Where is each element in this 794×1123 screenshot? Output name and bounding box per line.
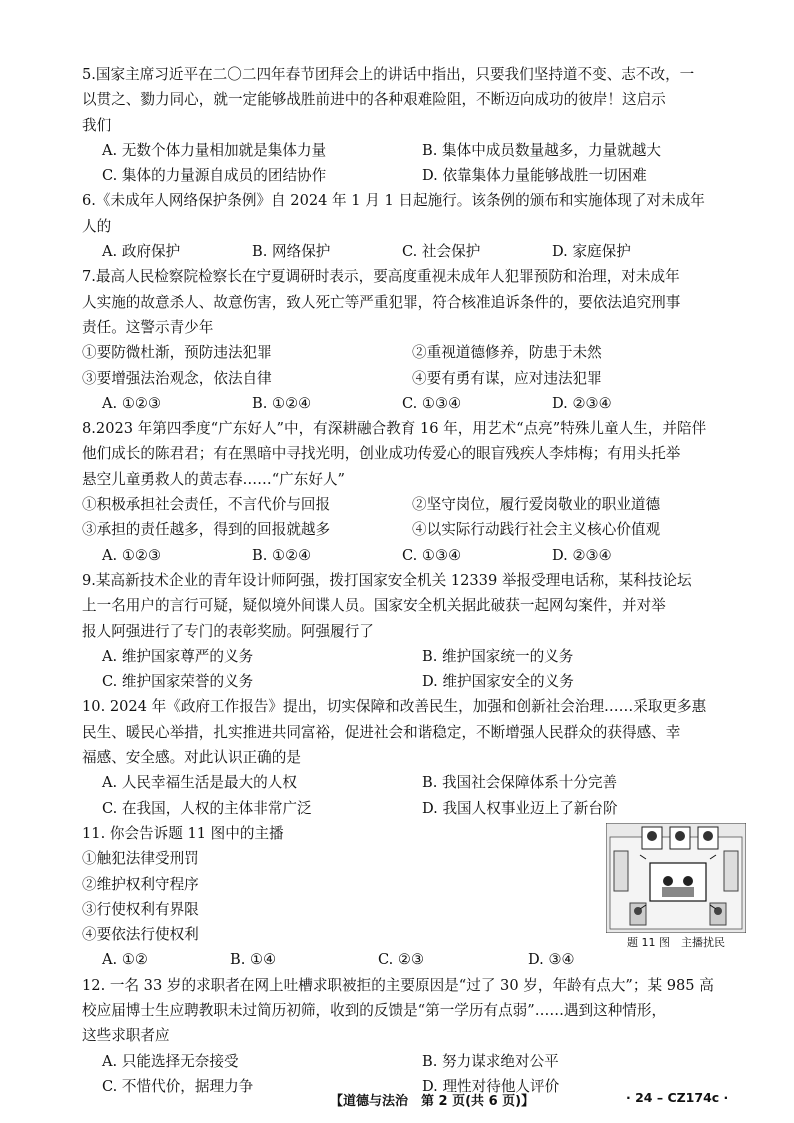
question-11 [82, 821, 742, 973]
option-c: C. 社会保护 [402, 243, 481, 261]
figure-caption: 题 11 图 主播扰民 [627, 935, 725, 949]
option-a: A. ①②③ [102, 394, 162, 412]
question-stem-line: 5.国家主席习近平在二〇二四年春节团拜会上的讲话中指出，只要我们坚持道不变、志不改，一 [82, 66, 695, 83]
option-a: A. 政府保护 [102, 243, 181, 261]
statements [82, 340, 742, 391]
options [82, 644, 742, 695]
statement-1: ①触犯法律受刑罚 [82, 850, 199, 868]
options [82, 947, 742, 972]
option-d: D. 维护国家安全的义务 [422, 673, 574, 691]
options [82, 543, 742, 568]
option-d: D. ③④ [528, 951, 575, 969]
question-stem-line: 他们成长的陈君君；有在黑暗中寻找光明，创业成功传爱心的眼盲残疾人李炜梅；有用头托举 [82, 445, 681, 463]
question-stem-line: 10. 2024 年《政府工作报告》提出，切实保障和改善民生，加强和创新社会治理……采取更多惠 [82, 698, 707, 716]
option-d: D. 家庭保护 [552, 243, 631, 261]
option-d: D. ②③④ [552, 394, 612, 412]
option-d: D. 我国人权事业迈上了新台阶 [422, 799, 618, 817]
statement-1: ①要防微杜渐，预防违法犯罪 [82, 344, 272, 362]
question-stem-line: 12. 一名 33 岁的求职者在网上吐槽求职被拒的主要原因是“过了 30 岁，年龄有点大”；某 985 高 [82, 976, 714, 994]
option-a: A. 无数个体力量相加就是集体力量 [102, 141, 327, 159]
question-6 [82, 188, 742, 264]
statement-3: ③要增强法治观念，依法自律 [82, 369, 272, 387]
question-stem-line: 责任。这警示青少年 [82, 318, 214, 336]
question-stem-line: 11. 你会告诉题 11 图中的主播 [82, 824, 284, 842]
option-a: A. 只能选择无奈接受 [102, 1052, 239, 1070]
option-b: B. 我国社会保障体系十分完善 [422, 774, 618, 792]
question-stem-line: 悬空儿童勇救人的黄志春……“广东好人” [82, 470, 346, 488]
statement-3: ③承担的责任越多，得到的回报就越多 [82, 521, 331, 539]
option-c: C. 在我国，人权的主体非常广泛 [102, 799, 312, 817]
option-c: C. ①③④ [402, 394, 462, 412]
question-stem-line: 福感、安全感。对此认识正确的是 [82, 749, 301, 767]
statement-2: ②坚守岗位，履行爱岗敬业的职业道德 [412, 496, 661, 514]
option-b: B. ①④ [230, 951, 277, 969]
statement-4: ④要依法行使权利 [82, 926, 199, 944]
question-12 [82, 973, 742, 1099]
question-stem-line: 9.某高新技术企业的青年设计师阿强，拨打国家安全机关 12339 举报受理电话称，某科技论坛 [82, 571, 692, 589]
option-b: B. 网络保护 [252, 243, 331, 261]
option-d: D. ②③④ [552, 546, 612, 564]
question-stem-line: 这些求职者应 [82, 1027, 170, 1045]
figure-11 [604, 823, 748, 950]
option-b: B. ①②④ [252, 394, 312, 412]
options [82, 239, 742, 264]
question-stem-line: 人实施的故意杀人、故意伤害，致人死亡等严重犯罪，符合核准追诉条件的，要依法追究刑事 [82, 293, 681, 311]
question-stem-line: 8.2023 年第四季度“广东好人”中，有深耕融合教育 16 年，用艺术“点亮”特殊儿童人生，并陪伴 [82, 420, 707, 438]
option-c: C. ②③ [378, 951, 425, 969]
question-9 [82, 568, 742, 694]
question-8 [82, 416, 742, 568]
option-b: B. 努力谋求绝对公平 [422, 1052, 559, 1070]
statement-4: ④以实际行动践行社会主义核心价值观 [412, 521, 661, 539]
option-a: A. 人民幸福生活是最大的人权 [102, 774, 297, 792]
statement-2: ②维护权利守程序 [82, 875, 199, 893]
option-a: A. ①②③ [102, 546, 162, 564]
statements [82, 492, 742, 543]
footer-code: · 24 – CZ174c · [626, 1090, 729, 1105]
footer-page-info: 【道德与法治 第 2 页(共 6 页)】 [330, 1094, 535, 1109]
options [82, 770, 742, 821]
option-c: C. ①③④ [402, 546, 462, 564]
question-5 [82, 62, 742, 188]
question-stem-line: 报人阿强进行了专门的表彰奖励。阿强履行了 [82, 622, 374, 640]
option-d: D. 依靠集体力量能够战胜一切困难 [422, 167, 647, 185]
question-7 [82, 264, 742, 416]
option-c: C. 维护国家荣誉的义务 [102, 673, 254, 691]
questions-area [82, 62, 742, 1099]
statement-1: ①积极承担社会责任，不言代价与回报 [82, 496, 331, 514]
question-stem-line: 校应届博士生应聘教职未过简历初筛，收到的反馈是“第一学历有点弱”……遇到这种情形， [82, 1001, 667, 1019]
option-b: B. 维护国家统一的义务 [422, 647, 574, 665]
option-c: C. 不惜代价，据理力争 [102, 1077, 254, 1095]
options [82, 138, 742, 189]
option-a: A. 维护国家尊严的义务 [102, 647, 254, 665]
question-stem-line: 我们 [82, 116, 112, 134]
question-stem-line: 上一名用户的言行可疑，疑似境外间谍人员。国家安全机关据此破获一起网勾案件，并对举 [82, 597, 666, 615]
option-c: C. 集体的力量源自成员的团结协作 [102, 167, 327, 185]
options [82, 391, 742, 416]
question-stem-line: 以贯之、勠力同心，就一定能够战胜前进中的各种艰难险阻，不断迈向成功的彼岸！这启示 [82, 91, 666, 109]
option-a: A. ①② [102, 951, 148, 969]
question-stem-line: 6.《未成年人网络保护条例》自 2024 年 1 月 1 日起施行。该条例的颁布和实施体现了对未成年 [82, 192, 705, 210]
cartoon-illustration [606, 823, 746, 933]
option-b: B. ①②④ [252, 546, 312, 564]
option-b: B. 集体中成员数量越多，力量就越大 [422, 141, 661, 159]
question-stem-line: 民生、暖民心举措，扎实推进共同富裕，促进社会和谐稳定，不断增强人民群众的获得感、幸 [82, 723, 681, 741]
question-stem-line: 人的 [82, 217, 112, 235]
question-stem-line: 7.最高人民检察院检察长在宁夏调研时表示，要高度重视未成年人犯罪预防和治理，对未成年 [82, 268, 680, 286]
option-d: D. 理性对待他人评价 [422, 1077, 560, 1095]
statement-4: ④要有勇有谋，应对违法犯罪 [412, 369, 602, 387]
statement-2: ②重视道德修养，防患于未然 [412, 344, 602, 362]
question-10 [82, 694, 742, 820]
statement-3: ③行使权利有界限 [82, 900, 199, 918]
